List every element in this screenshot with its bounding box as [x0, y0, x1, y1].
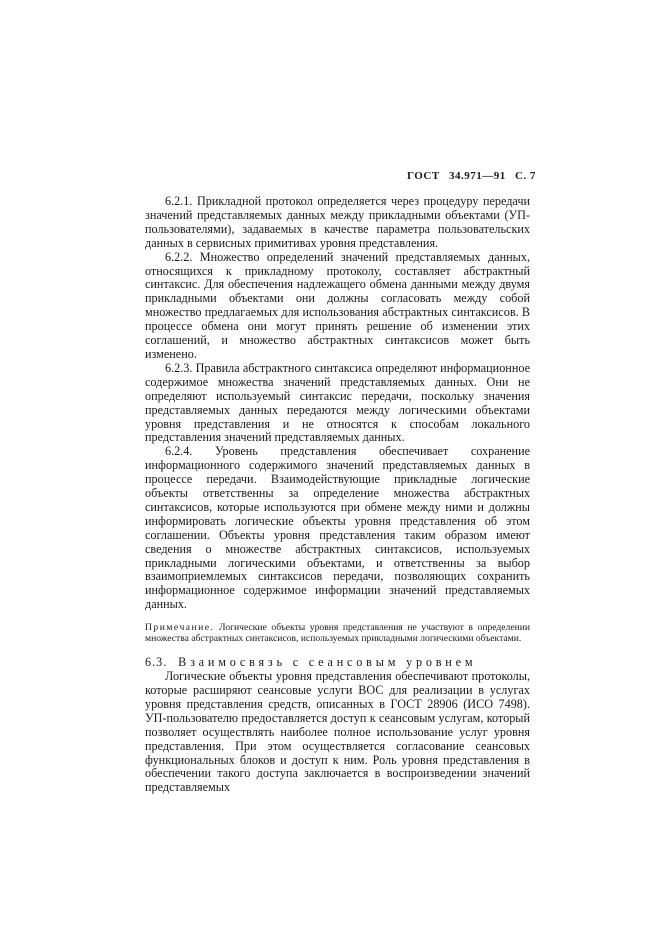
page-number: С. 7 [514, 170, 536, 182]
section-6-3-body: Логические объекты уровня представления обеспечивают протоколы, которые расширяют сеансовые услуги ВОС для реализации в услугах уровня представления средств, описанных в ГОСТ 28906 (ИСО 7498). УП-пользователю предоставляется доступ к сеансовым услугам, который позволяет осуществлять наиболее полное использование услуг уровня представления. При этом осуществляется согласование сеансовых функциональных блоков и доступ к ним. Роль уровня представления в обеспечении такого доступа заключается в воспроизведении значений представляемых [145, 669, 530, 795]
paragraph-6-2-1: 6.2.1. Прикладной протокол определяется через процедуру передачи значений представляемых данных между прикладными объектами (УП-пользователями), задаваемых в качестве параметра пользовательских данных в сервисных примитивах уровня представления. [145, 194, 530, 250]
paragraph-6-2-2: 6.2.2. Множество определений значений представляемых данных, относящихся к прикладному протоколу, составляет абстрактный синтаксис. Для обеспечения надлежащего обмена данными между двумя прикладными объектами они должны согласовать между собой множество предлагаемых для использования абстрактных синтаксисов. В процессе обмена они могут принять решение об изменении этих соглашений, и множество абстрактных синтаксисов может быть изменено. [145, 249, 530, 361]
section-heading [145, 656, 530, 670]
paragraph-6-2-4: 6.2.4. Уровень представления обеспечивает сохранение информационного содержимого значений представляемых данных в процессе передачи. Взаимодействующие прикладные логические объекты ответственны за определение множества абстрактных синтаксисов, которые используются при обмене между ними и должны информировать логические объекты уровня представления об этом соглашении. Объекты уровня представления таким образом имеют сведения о множестве абстрактных синтаксисов, используемых прикладными логическими объектами, и ответственны за выбор взаимоприемлемых синтаксисов передачи, позволяющих сохранить информационное содержимое информации значений представляемых данных. [145, 444, 530, 612]
note [145, 622, 530, 644]
standard-code: 34.971—91 [448, 170, 506, 182]
page-header [401, 170, 536, 182]
paragraph-6-2-3: 6.2.3. Правила абстрактного синтаксиса определяют информационное содержимое множества значений представляемых данных. Они не определяют используемый синтаксис передачи, поскольку значения представляемых данных передаются между логическими объектами уровня представления и не относятся к способам локального представления значений представляемых данных. [145, 360, 530, 445]
document-body [145, 195, 530, 795]
standard-label: ГОСТ [407, 170, 440, 182]
section-number: 6.3. [145, 655, 168, 670]
note-label: Примечание. [145, 622, 215, 634]
note-text: Логические объекты уровня представления не участвуют в определении множества абстрактных синтаксисов, используемых прикладными логическими объектами. [145, 622, 530, 645]
section-title: Взаимосвязь с сеансовым уровнем [178, 655, 477, 670]
